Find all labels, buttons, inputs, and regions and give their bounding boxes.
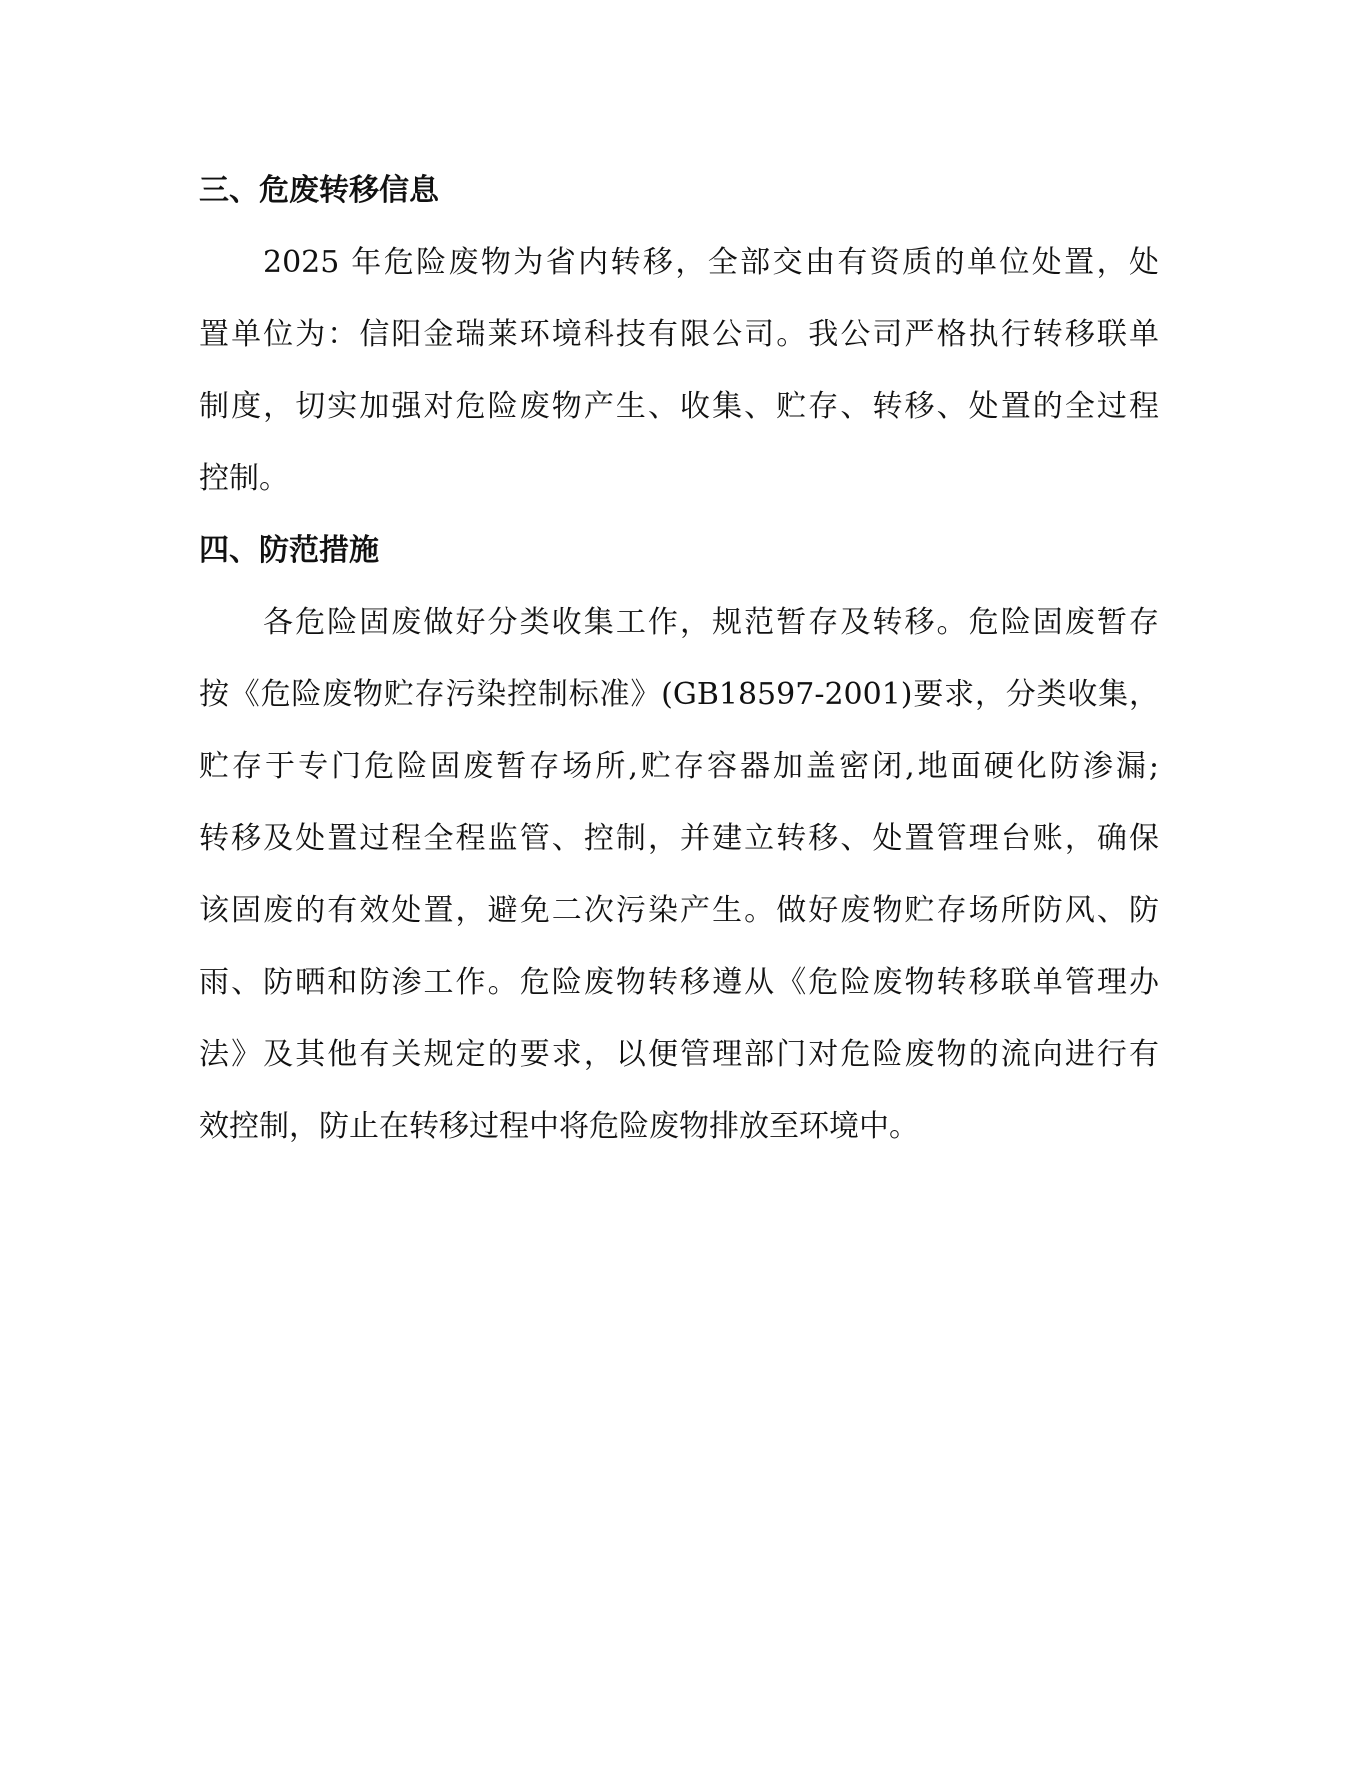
paragraph-line: 控制。: [199, 461, 289, 496]
paragraph-line: 制度，切实加强对危险废物产生、收集、贮存、转移、处置的全过程: [199, 389, 1159, 424]
document-body: [199, 155, 1159, 1163]
paragraph-line: 置单位为：信阳金瑞莱环境科技有限公司。我公司严格执行转移联单: [199, 317, 1159, 352]
section-heading-prevention-measures: 四、防范措施: [199, 533, 379, 568]
paragraph-line: 贮存于专门危险固废暂存场所,贮存容器加盖密闭,地面硬化防渗漏;: [199, 749, 1159, 784]
paragraph-line: 效控制，防止在转移过程中将危险废物排放至环境中。: [199, 1109, 919, 1144]
paragraph-prevention-measures: [199, 587, 1159, 1163]
paragraph-line: 各危险固废做好分类收集工作，规范暂存及转移。危险固废暂存: [263, 605, 1159, 640]
paragraph-line: 转移及处置过程全程监管、控制，并建立转移、处置管理台账，确保: [199, 821, 1159, 856]
paragraph-transfer-info: [199, 227, 1159, 515]
paragraph-line: 雨、防晒和防渗工作。危险废物转移遵从《危险废物转移联单管理办: [199, 965, 1159, 1000]
paragraph-line: 该固废的有效处置，避免二次污染产生。做好废物贮存场所防风、防: [199, 893, 1159, 928]
paragraph-line: 法》及其他有关规定的要求，以便管理部门对危险废物的流向进行有: [199, 1037, 1159, 1072]
paragraph-line: 按《危险废物贮存污染控制标准》(GB18597-2001)要求，分类收集，: [199, 677, 1159, 712]
paragraph-line: 2025 年危险废物为省内转移，全部交由有资质的单位处置，处: [263, 245, 1159, 280]
section-heading-transfer-info: 三、危废转移信息: [199, 173, 439, 208]
